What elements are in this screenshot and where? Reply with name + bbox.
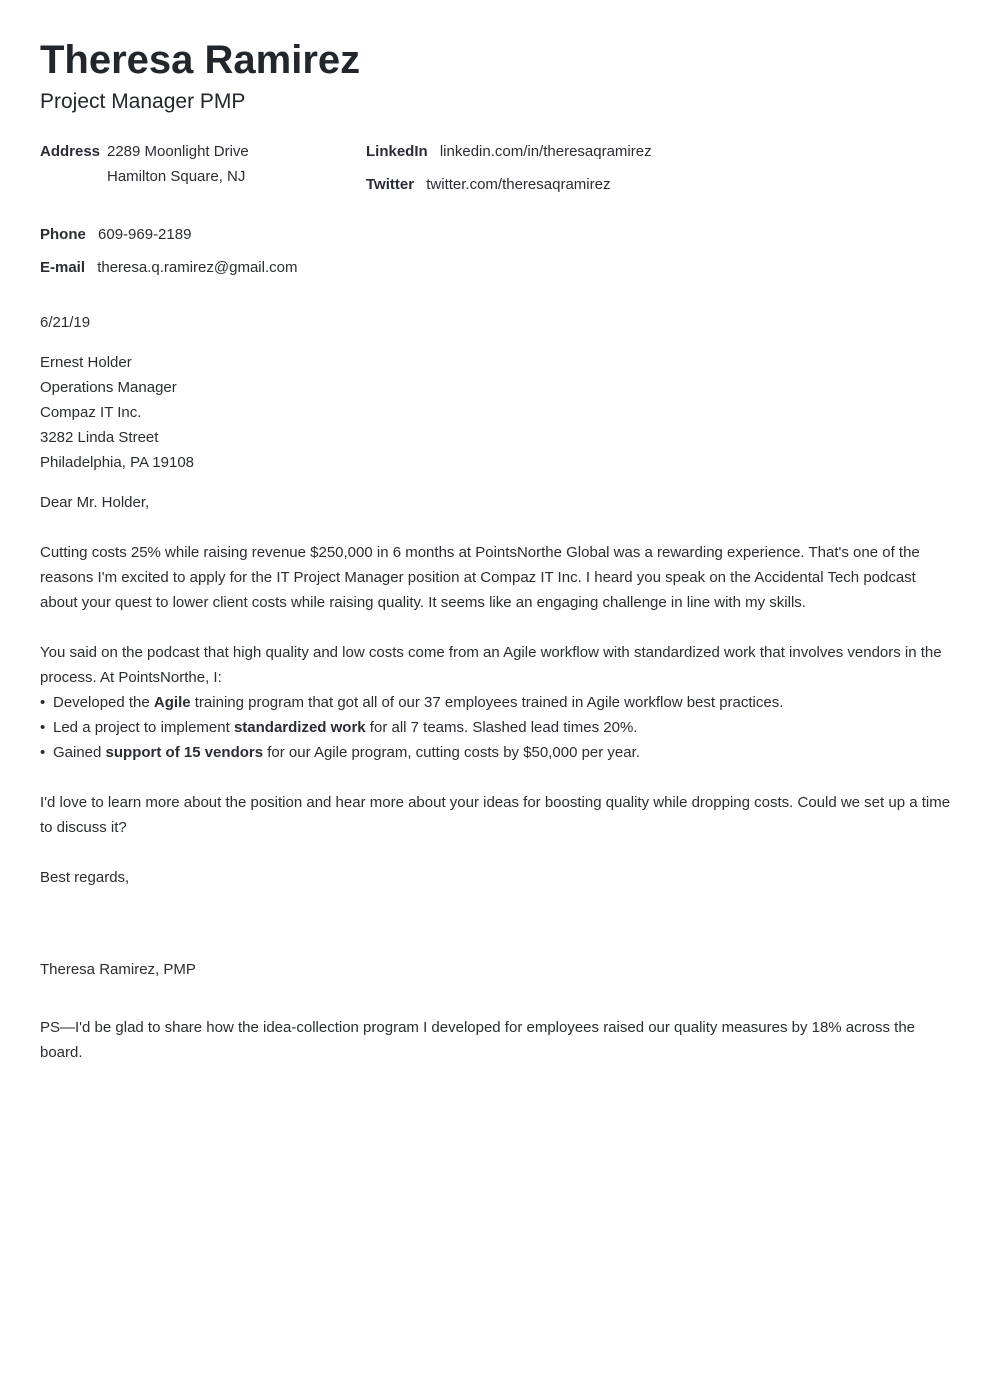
bullet-text-pre: Gained xyxy=(53,744,106,761)
email-link[interactable]: theresa.q.ramirez@gmail.com xyxy=(97,259,298,276)
social-links-block xyxy=(366,139,652,205)
linkedin-label: LinkedIn xyxy=(366,143,428,160)
bullet-text-bold: standardized work xyxy=(233,719,366,736)
recipient-name: Ernest Holder xyxy=(40,354,132,371)
bullet-text-pre: Led a project to implement xyxy=(53,719,234,736)
bullet-text-post: for all 7 teams. Slashed lead times 20%. xyxy=(365,719,638,736)
bullet-text-post: for our Agile program, cutting costs by $50,000 per year. xyxy=(263,744,640,761)
bullet-icon: • xyxy=(40,744,46,761)
recipient-street: 3282 Linda Street xyxy=(40,429,159,446)
paragraph-3: I'd love to learn more about the position and hear more about your ideas for boosting quality while dropping costs. Could we set up a time to discuss it? xyxy=(40,794,951,836)
phone-value[interactable]: 609-969-2189 xyxy=(98,226,192,243)
signature: Theresa Ramirez, PMP xyxy=(40,961,196,978)
cover-letter xyxy=(40,36,952,1061)
phone-email-block xyxy=(40,222,297,288)
recipient-block xyxy=(40,350,952,475)
phone-label: Phone xyxy=(40,226,86,243)
closing: Best regards, xyxy=(40,869,130,886)
bullet-icon: • xyxy=(40,694,46,711)
bullet-icon: • xyxy=(40,719,46,736)
applicant-title: Project Manager PMP xyxy=(40,90,246,113)
applicant-name: Theresa Ramirez xyxy=(40,38,361,82)
greeting: Dear Mr. Holder, xyxy=(40,494,150,511)
email-label: E-mail xyxy=(40,259,86,276)
list-item xyxy=(40,690,952,715)
letter-date: 6/21/19 xyxy=(40,314,91,331)
twitter-link[interactable]: twitter.com/theresaqramirez xyxy=(426,176,611,193)
twitter-label: Twitter xyxy=(366,176,415,193)
paragraph-1: Cutting costs 25% while raising revenue $250,000 in 6 months at PointsNorthe Global was a rewarding experience. That's one of the reasons I'm excited to apply for the IT Project Manager position at Compaz IT Inc. I heard you speak on the Accidental Tech podcast about your quest to lower client costs while raising quality. It seems like an engaging challenge in line with my skills. xyxy=(40,544,920,611)
list-item xyxy=(40,715,952,740)
linkedin-link[interactable]: linkedin.com/in/theresaqramirez xyxy=(439,143,652,160)
address-line-2: Hamilton Square, NJ xyxy=(107,168,246,185)
bullet-text-bold: support of 15 vendors xyxy=(105,744,264,761)
achievement-list xyxy=(40,690,952,765)
address-block xyxy=(40,139,249,185)
recipient-company: Compaz IT Inc. xyxy=(40,404,142,421)
address-line-1: 2289 Moonlight Drive xyxy=(107,143,249,160)
list-item xyxy=(40,740,952,765)
bullet-text-pre: Developed the xyxy=(53,694,154,711)
paragraph-2-intro: You said on the podcast that high quality and low costs come from an Agile workflow with standardized work that involves vendors in the process. At PointsNorthe, I: xyxy=(40,644,942,686)
address-label: Address xyxy=(40,143,101,160)
bullet-text-bold: Agile xyxy=(153,694,191,711)
paragraph-2 xyxy=(40,640,952,765)
bullet-text-post: training program that got all of our 37 employees trained in Agile workflow best practices. xyxy=(190,694,784,711)
postscript: PS—I'd be glad to share how the idea-collection program I developed for employees raised our quality measures by 18% across the board. xyxy=(40,1019,916,1061)
recipient-city: Philadelphia, PA 19108 xyxy=(40,454,195,471)
recipient-title: Operations Manager xyxy=(40,379,177,396)
